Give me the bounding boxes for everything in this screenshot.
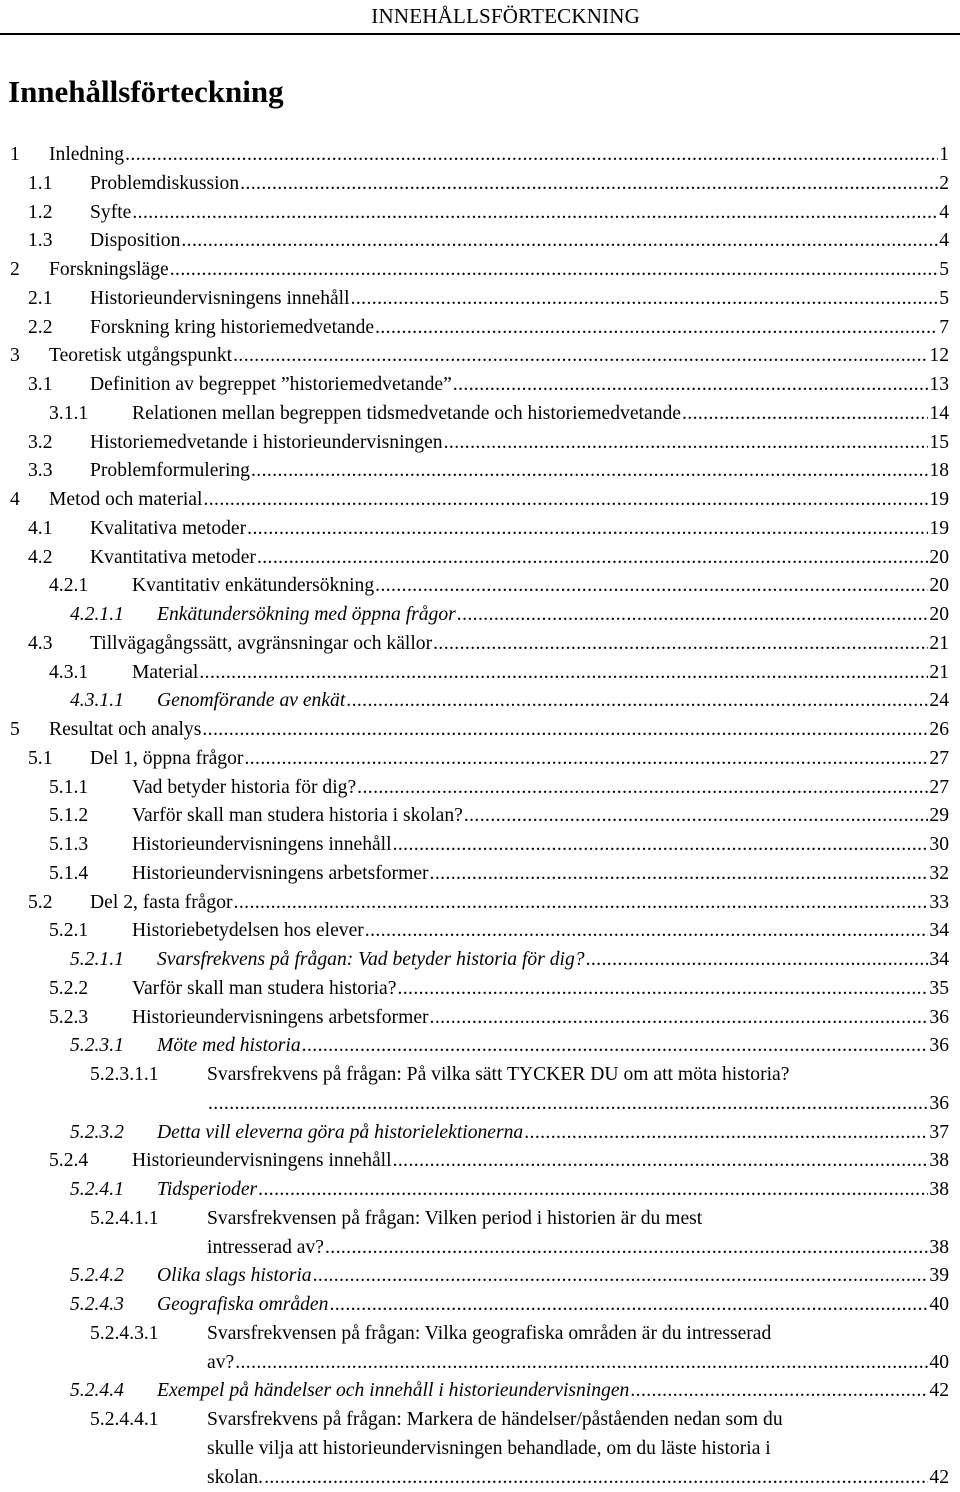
toc-entry-title: Inledning — [49, 141, 124, 170]
toc-entry-page: 21 — [929, 630, 949, 659]
toc-entry-title: Historieundervisningens arbetsformer — [132, 1004, 429, 1033]
dot-leader — [630, 1377, 928, 1406]
toc-entry-title: Tidsperioder — [157, 1176, 257, 1205]
dot-leader — [247, 515, 928, 544]
table-of-contents — [0, 141, 960, 1492]
dot-leader — [524, 1119, 928, 1148]
toc-entry-number: 2.1 — [28, 285, 53, 314]
toc-entry-page: 5 — [939, 285, 949, 314]
toc-entry[interactable] — [0, 831, 960, 860]
toc-entry-number: 5.2.1 — [49, 917, 88, 946]
toc-entry[interactable] — [0, 1377, 960, 1406]
toc-entry-title: Varför skall man studera historia i skolan? — [132, 802, 463, 831]
toc-entry-title: Material — [132, 659, 198, 688]
toc-entry-title: Historieundervisningens innehåll — [132, 831, 392, 860]
running-header: INNEHÅLLSFÖRTECKNING — [371, 4, 640, 29]
toc-entry-title: Vad betyder historia för dig? — [132, 774, 356, 803]
toc-entry-number: 3.1 — [28, 371, 53, 400]
toc-entry-title: Problemdiskussion — [90, 170, 239, 199]
toc-entry[interactable] — [0, 1061, 960, 1119]
toc-entry-number: 5.2.3 — [49, 1004, 88, 1033]
toc-entry-page: 29 — [929, 802, 949, 831]
toc-entry-number: 4 — [10, 486, 20, 515]
toc-entry[interactable] — [0, 170, 960, 199]
toc-entry-title: Geografiska områden — [157, 1291, 328, 1320]
toc-entry-number: 5.1.3 — [49, 831, 88, 860]
dot-leader — [351, 285, 939, 314]
toc-entry-title-line: Svarsfrekvensen på frågan: Vilka geografiska områden är du intresserad — [207, 1320, 771, 1349]
toc-entry[interactable] — [0, 1320, 960, 1378]
toc-entry-title: Del 1, öppna frågor — [90, 745, 243, 774]
toc-entry-title: Historiemedvetande i historieundervisningen — [90, 429, 443, 458]
toc-entry[interactable] — [0, 716, 960, 745]
toc-entry-page: 13 — [929, 371, 949, 400]
toc-entry-number: 5.2.1.1 — [70, 946, 124, 975]
toc-entry-page: 5 — [939, 256, 949, 285]
dot-leader — [233, 342, 928, 371]
dot-leader — [365, 917, 929, 946]
toc-entry-title: Svarsfrekvens på frågan: Vad betyder historia för dig? — [157, 946, 585, 975]
toc-entry-number: 2.2 — [28, 314, 53, 343]
toc-entry-title-line: Svarsfrekvens på frågan: Markera de händelser/påståenden nedan som du — [207, 1406, 783, 1435]
page-title: Innehållsförteckning — [8, 72, 284, 112]
dot-leader — [430, 1004, 929, 1033]
toc-entry-number: 5.2.4.4.1 — [90, 1406, 159, 1435]
toc-entry-title: Metod och material — [49, 486, 202, 515]
toc-entry-title: skolan. — [207, 1464, 263, 1492]
toc-entry-title: Disposition — [90, 227, 180, 256]
toc-entry-number: 5.2.4.2 — [70, 1262, 124, 1291]
toc-entry[interactable] — [0, 285, 960, 314]
dot-leader — [329, 1291, 928, 1320]
toc-entry-page: 12 — [929, 342, 949, 371]
dot-leader — [258, 1176, 928, 1205]
toc-entry[interactable] — [0, 572, 960, 601]
toc-entry[interactable] — [0, 946, 960, 975]
toc-entry-number: 5.2.2 — [49, 975, 88, 1004]
dot-leader — [393, 1147, 929, 1176]
toc-entry-page: 36 — [929, 1090, 949, 1119]
toc-entry-page: 37 — [929, 1119, 949, 1148]
toc-entry-number: 5.2 — [28, 889, 53, 918]
toc-entry[interactable] — [0, 1032, 960, 1061]
toc-entry-title: Kvantitativ enkätundersökning — [132, 572, 374, 601]
toc-entry-title: Historieundervisningens innehåll — [90, 285, 350, 314]
toc-entry-title: av? — [207, 1349, 234, 1378]
toc-entry-number: 1 — [10, 141, 20, 170]
toc-entry[interactable] — [0, 227, 960, 256]
toc-entry[interactable] — [0, 515, 960, 544]
toc-entry[interactable] — [0, 630, 960, 659]
dot-leader — [444, 429, 929, 458]
toc-entry[interactable] — [0, 141, 960, 170]
toc-entry-number: 4.2.1.1 — [70, 601, 124, 630]
toc-entry-title: Teoretisk utgångspunkt — [49, 342, 232, 371]
toc-entry-page: 38 — [929, 1234, 949, 1263]
toc-entry-number: 2 — [10, 256, 20, 285]
toc-entry[interactable] — [0, 457, 960, 486]
toc-entry[interactable] — [0, 342, 960, 371]
dot-leader — [257, 544, 928, 573]
dot-leader — [170, 256, 938, 285]
toc-entry-title: Historieundervisningens arbetsformer — [132, 860, 429, 889]
toc-entry[interactable] — [0, 1262, 960, 1291]
toc-entry-page: 42 — [929, 1377, 949, 1406]
dot-leader — [457, 601, 929, 630]
toc-entry-number: 5.2.4 — [49, 1147, 88, 1176]
toc-entry-page: 7 — [939, 314, 949, 343]
toc-entry[interactable] — [0, 429, 960, 458]
dot-leader — [453, 371, 929, 400]
dot-leader — [464, 802, 929, 831]
toc-entry[interactable] — [0, 745, 960, 774]
toc-entry-page: 38 — [929, 1176, 949, 1205]
dot-leader — [235, 1349, 928, 1378]
toc-entry-title: Möte med historia — [157, 1032, 301, 1061]
dot-leader — [397, 975, 928, 1004]
dot-leader — [125, 141, 938, 170]
toc-entry-page: 19 — [929, 486, 949, 515]
toc-entry-title-line: skulle vilja att historieundervisningen behandlade, om du läste historia i — [207, 1435, 771, 1464]
toc-entry[interactable] — [0, 917, 960, 946]
toc-entry-page: 40 — [929, 1349, 949, 1378]
toc-entry-page: 18 — [929, 457, 949, 486]
toc-entry[interactable] — [0, 1205, 960, 1263]
toc-entry-number: 3.1.1 — [49, 400, 88, 429]
toc-entry-page: 36 — [929, 1032, 949, 1061]
toc-entry[interactable] — [0, 1119, 960, 1148]
toc-entry-title: Problemformulering — [90, 457, 250, 486]
toc-entry[interactable] — [0, 601, 960, 630]
toc-entry-number: 5.1.4 — [49, 860, 88, 889]
toc-entry-page: 4 — [939, 199, 949, 228]
toc-entry[interactable] — [0, 199, 960, 228]
toc-entry-page: 20 — [929, 601, 949, 630]
toc-entry-title: Historieundervisningens innehåll — [132, 1147, 392, 1176]
toc-entry[interactable] — [0, 1291, 960, 1320]
dot-leader — [302, 1032, 929, 1061]
toc-entry-number: 5.2.3.1.1 — [90, 1061, 159, 1090]
toc-entry-page: 19 — [929, 515, 949, 544]
toc-entry[interactable] — [0, 1176, 960, 1205]
toc-entry[interactable] — [0, 544, 960, 573]
dot-leader — [199, 659, 928, 688]
toc-entry-title: Resultat och analys — [49, 716, 201, 745]
toc-entry[interactable] — [0, 486, 960, 515]
dot-leader — [181, 227, 938, 256]
toc-entry[interactable] — [0, 687, 960, 716]
toc-entry-title: Genomförande av enkät — [157, 687, 345, 716]
toc-entry-title: Enkätundersökning med öppna frågor — [157, 601, 456, 630]
toc-entry-title: Forskning kring historiemedvetande — [90, 314, 374, 343]
toc-entry-page: 32 — [929, 860, 949, 889]
toc-entry[interactable] — [0, 314, 960, 343]
toc-entry-number: 5.2.3.1 — [70, 1032, 124, 1061]
toc-entry-number: 5.2.4.3.1 — [90, 1320, 159, 1349]
toc-entry-page: 21 — [929, 659, 949, 688]
toc-entry-title: Syfte — [90, 199, 131, 228]
toc-entry-title: Exempel på händelser och innehåll i historieundervisningen — [157, 1377, 629, 1406]
toc-entry-number: 5.1.2 — [49, 802, 88, 831]
toc-entry-number: 5.2.3.2 — [70, 1119, 124, 1148]
toc-entry-page: 24 — [929, 687, 949, 716]
dot-leader — [430, 860, 929, 889]
toc-entry-number: 1.2 — [28, 199, 53, 228]
toc-entry-number: 4.3.1.1 — [70, 687, 124, 716]
toc-entry-number: 5 — [10, 716, 20, 745]
toc-entry-page: 38 — [929, 1147, 949, 1176]
toc-entry-number: 5.1.1 — [49, 774, 88, 803]
dot-leader — [208, 1090, 928, 1119]
dot-leader — [375, 572, 928, 601]
toc-entry-page: 39 — [929, 1262, 949, 1291]
toc-entry-number: 5.2.4.1 — [70, 1176, 124, 1205]
dot-leader — [586, 946, 929, 975]
toc-entry-page: 27 — [929, 774, 949, 803]
toc-entry-title: Definition av begreppet ”historiemedvetande” — [90, 371, 452, 400]
toc-entry-title: Detta vill eleverna göra på historielektionerna — [157, 1119, 523, 1148]
toc-entry-page: 26 — [929, 716, 949, 745]
toc-entry-number: 1.1 — [28, 170, 53, 199]
toc-entry-title: Forskningsläge — [49, 256, 169, 285]
toc-entry-number: 5.2.4.3 — [70, 1291, 124, 1320]
toc-entry-title: Olika slags historia — [157, 1262, 312, 1291]
toc-entry-page: 42 — [929, 1464, 949, 1492]
toc-entry[interactable] — [0, 1406, 960, 1492]
dot-leader — [375, 314, 938, 343]
toc-entry-title: Tillvägagångssätt, avgränsningar och källor — [90, 630, 432, 659]
toc-entry-number: 4.2 — [28, 544, 53, 573]
toc-entry-page: 34 — [929, 917, 949, 946]
dot-leader — [393, 831, 929, 860]
toc-entry[interactable] — [0, 774, 960, 803]
toc-entry[interactable] — [0, 1004, 960, 1033]
dot-leader — [313, 1262, 929, 1291]
toc-entry-page: 4 — [939, 227, 949, 256]
dot-leader — [251, 457, 928, 486]
toc-entry-page: 40 — [929, 1291, 949, 1320]
toc-entry[interactable] — [0, 1147, 960, 1176]
toc-entry-title-line: Svarsfrekvensen på frågan: Vilken period i historien är du mest — [207, 1205, 702, 1234]
toc-entry-page: 35 — [929, 975, 949, 1004]
toc-entry[interactable] — [0, 256, 960, 285]
toc-entry[interactable] — [0, 802, 960, 831]
toc-entry-number: 3.2 — [28, 429, 53, 458]
dot-leader — [325, 1234, 928, 1263]
toc-entry[interactable] — [0, 975, 960, 1004]
toc-entry-page: 14 — [929, 400, 949, 429]
toc-entry[interactable] — [0, 889, 960, 918]
dot-leader — [433, 630, 928, 659]
toc-entry-page: 36 — [929, 1004, 949, 1033]
dot-leader — [244, 745, 928, 774]
toc-entry-page: 15 — [929, 429, 949, 458]
toc-entry-page: 34 — [929, 946, 949, 975]
toc-entry-title: Relationen mellan begreppen tidsmedvetande och historiemedvetande — [132, 400, 681, 429]
toc-entry-number: 5.2.4.4 — [70, 1377, 124, 1406]
toc-entry-number: 5.2.4.1.1 — [90, 1205, 159, 1234]
dot-leader — [682, 400, 928, 429]
toc-entry-number: 5.1 — [28, 745, 53, 774]
dot-leader — [346, 687, 928, 716]
dot-leader — [234, 889, 929, 918]
toc-entry-number: 3 — [10, 342, 20, 371]
toc-entry-number: 1.3 — [28, 227, 53, 256]
toc-entry-page: 1 — [939, 141, 949, 170]
toc-entry-title-line: Svarsfrekvens på frågan: På vilka sätt TYCKER DU om att möta historia? — [207, 1061, 789, 1090]
toc-entry[interactable] — [0, 371, 960, 400]
toc-entry-page: 30 — [929, 831, 949, 860]
toc-entry[interactable] — [0, 400, 960, 429]
toc-entry[interactable] — [0, 860, 960, 889]
dot-leader — [357, 774, 928, 803]
dot-leader — [240, 170, 938, 199]
toc-entry-page: 2 — [939, 170, 949, 199]
toc-entry-number: 3.3 — [28, 457, 53, 486]
toc-entry-title: Del 2, fasta frågor — [90, 889, 233, 918]
toc-entry-page: 20 — [929, 572, 949, 601]
toc-entry-title: Historiebetydelsen hos elever — [132, 917, 364, 946]
toc-entry-title: Varför skall man studera historia? — [132, 975, 396, 1004]
dot-leader — [132, 199, 938, 228]
toc-entry-page: 20 — [929, 544, 949, 573]
toc-entry-number: 4.3.1 — [49, 659, 88, 688]
header-rule — [0, 33, 960, 35]
toc-entry-number: 4.2.1 — [49, 572, 88, 601]
toc-entry-page: 33 — [929, 889, 949, 918]
dot-leader — [203, 486, 928, 515]
toc-entry-page: 27 — [929, 745, 949, 774]
toc-entry-number: 4.3 — [28, 630, 53, 659]
dot-leader — [202, 716, 928, 745]
toc-entry-title: Kvalitativa metoder — [90, 515, 246, 544]
toc-entry-number: 4.1 — [28, 515, 53, 544]
toc-entry-title: intresserad av? — [207, 1234, 324, 1263]
toc-entry[interactable] — [0, 659, 960, 688]
toc-entry-title: Kvantitativa metoder — [90, 544, 256, 573]
